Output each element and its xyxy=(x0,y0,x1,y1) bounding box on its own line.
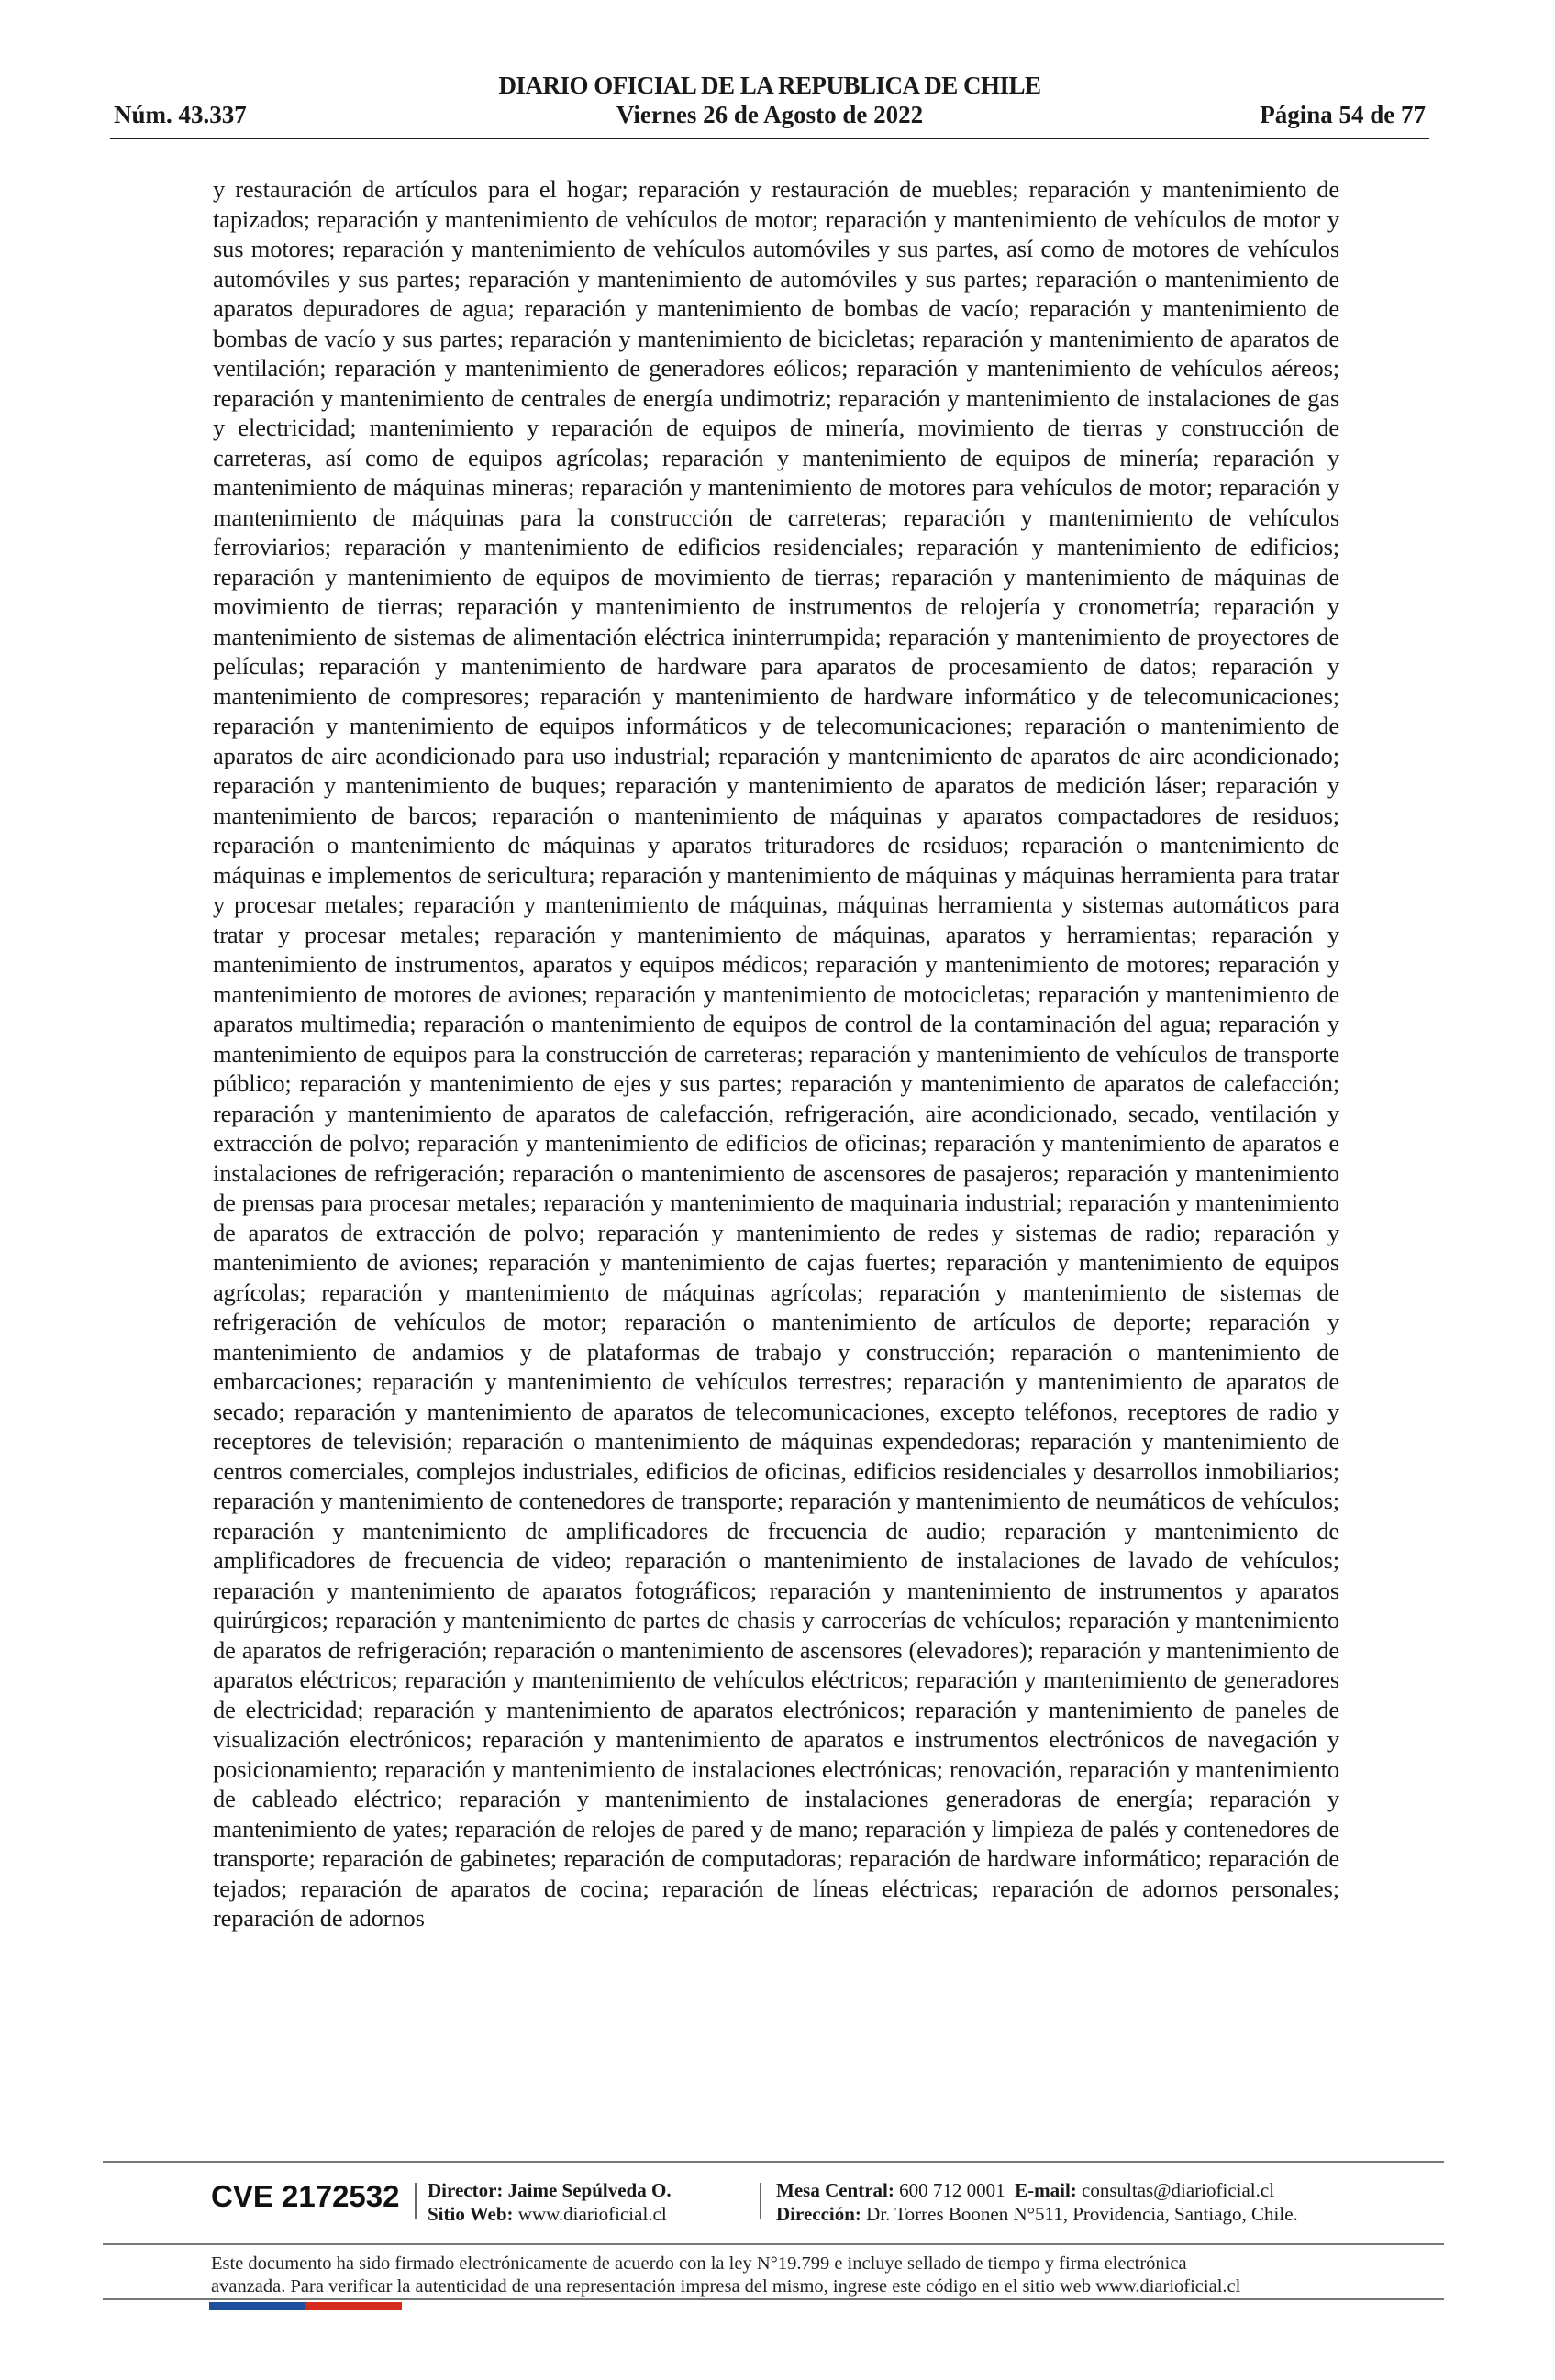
phone-label: Mesa Central: xyxy=(776,2179,894,2201)
legal-notice-line-2: avanzada. Para verificar la autenticidad de una representación impresa del mismo, ingrese este código en el sitio web www.diarioficial.cl xyxy=(211,2276,1241,2297)
address-value: Dr. Torres Boonen N°511, Providencia, Santiago, Chile. xyxy=(866,2203,1298,2225)
director-label: Director: xyxy=(428,2179,504,2201)
footer-divider-top xyxy=(103,2161,1444,2163)
director-line xyxy=(428,2178,672,2202)
legal-notice xyxy=(211,2253,1349,2298)
cve-code: CVE 2172532 xyxy=(211,2179,400,2213)
footer-separator-1 xyxy=(415,2183,417,2219)
footer-divider-mid xyxy=(103,2243,1444,2245)
page-header xyxy=(110,66,1429,139)
phone-value: 600 712 0001 xyxy=(899,2179,1005,2201)
website-link[interactable]: www.diarioficial.cl xyxy=(517,2203,667,2225)
issue-date: Viernes 26 de Agosto de 2022 xyxy=(616,101,924,128)
website-label: Sitio Web: xyxy=(428,2203,514,2225)
footer-separator-2 xyxy=(760,2183,761,2219)
flag-blue-segment xyxy=(209,2302,305,2310)
footer-contact-block xyxy=(776,2178,1298,2226)
contact-line xyxy=(776,2178,1298,2202)
email-link[interactable]: consultas@diarioficial.cl xyxy=(1082,2179,1275,2201)
legal-notice-line-1: Este documento ha sido firmado electrónicamente de acuerdo con la ley N°19.799 e incluye sellado de tiempo y firma electrónica xyxy=(211,2253,1187,2274)
page-indicator: Página 54 de 77 xyxy=(1260,101,1426,128)
body-paragraph: y restauración de artículos para el hogar; reparación y restauración de muebles; reparación y mantenimiento de tapizados; reparación y mantenimiento de vehículos de motor; reparación y mantenimiento de vehículos de motor y sus motores; reparación y mantenimiento de vehículos automóviles y sus partes, así como de motores de vehículos automóviles y sus partes; reparación y mantenimiento de automóviles y sus partes; reparación o mantenimiento de aparatos depuradores de agua; reparación y mantenimiento de bombas de vacío; reparación y mantenimiento de bombas de vacío y sus partes; reparación y mantenimiento de bicicletas; reparación y mantenimiento de aparatos de ventilación; reparación y mantenimiento de generadores eólicos; reparación y mantenimiento de vehículos aéreos; reparación y mantenimiento de centrales de energía undimotriz; reparación y mantenimiento de instalaciones de gas y electricidad; mantenimiento y reparación de equipos de minería, movimiento de tierras y construcción de carreteras, así como de equipos agrícolas; reparación y mantenimiento de equipos de minería; reparación y mantenimiento de máquinas mineras; reparación y mantenimiento de motores para vehículos de motor; reparación y mantenimiento de máquinas para la construcción de carreteras; reparación y mantenimiento de vehículos ferroviarios; reparación y mantenimiento de edificios residenciales; reparación y mantenimiento de edificios; reparación y mantenimiento de equipos de movimiento de tierras; reparación y mantenimiento de máquinas de movimiento de tierras; reparación y mantenimiento de instrumentos de relojería y cronometría; reparación y mantenimiento de sistemas de alimentación eléctrica ininterrumpida; reparación y mantenimiento de proyectores de películas; reparación y mantenimiento de hardware para aparatos de procesamiento de datos; reparación y mantenimiento de compresores; reparación y mantenimiento de hardware informático y de telecomunicaciones; reparación y mantenimiento de equipos informáticos y de telecomunicaciones; reparación o mantenimiento de aparatos de aire acondicionado para uso industrial; reparación y mantenimiento de aparatos de aire acondicionado; reparación y mantenimiento de buques; reparación y mantenimiento de aparatos de medición láser; reparación y mantenimiento de barcos; reparación o mantenimiento de máquinas y aparatos compactadores de residuos; reparación o mantenimiento de máquinas y aparatos trituradores de residuos; reparación o mantenimiento de máquinas e implementos de sericultura; reparación y mantenimiento de máquinas y máquinas herramienta para tratar y procesar metales; reparación y mantenimiento de máquinas, máquinas herramienta y sistemas automáticos para tratar y procesar metales; reparación y mantenimiento de máquinas, aparatos y herramientas; reparación y mantenimiento de instrumentos, aparatos y equipos médicos; reparación y mantenimiento de motores; reparación y mantenimiento de motores de aviones; reparación y mantenimiento de motocicletas; reparación y mantenimiento de aparatos multimedia; reparación o mantenimiento de equipos de control de la contaminación del agua; reparación y mantenimiento de equipos para la construcción de carreteras; reparación y mantenimiento de vehículos de transporte público; reparación y mantenimiento de ejes y sus partes; reparación y mantenimiento de aparatos de calefacción; reparación y mantenimiento de aparatos de calefacción, refrigeración, aire acondicionado, secado, ventilación y extracción de polvo; reparación y mantenimiento de edificios de oficinas; reparación y mantenimiento de aparatos e instalaciones de refrigeración; reparación o mantenimiento de ascensores de pasajeros; reparación y mantenimiento de prensas para procesar metales; reparación y mantenimiento de maquinaria industrial; reparación y mantenimiento de aparatos de extracción de polvo; reparación y mantenimiento de redes y sistemas de radio; reparación y mantenimiento de aviones; reparación y mantenimiento de cajas fuertes; reparación y mantenimiento de equipos agrícolas; reparación y mantenimiento de máquinas agrícolas; reparación y mantenimiento de sistemas de refrigeración de vehículos de motor; reparación o mantenimiento de artículos de deporte; reparación y mantenimiento de andamios y de plataformas de trabajo y construcción; reparación o mantenimiento de embarcaciones; reparación y mantenimiento de vehículos terrestres; reparación y mantenimiento de aparatos de secado; reparación y mantenimiento de aparatos de telecomunicaciones, excepto teléfonos, receptores de radio y receptores de televisión; reparación o mantenimiento de máquinas expendedoras; reparación y mantenimiento de centros comerciales, complejos industriales, edificios de oficinas, edificios residenciales y desarrollos inmobiliarios; reparación y mantenimiento de contenedores de transporte; reparación y mantenimiento de neumáticos de vehículos; reparación y mantenimiento de amplificadores de frecuencia de audio; reparación y mantenimiento de amplificadores de frecuencia de video; reparación o mantenimiento de instalaciones de lavado de vehículos; reparación y mantenimiento de aparatos fotográficos; reparación y mantenimiento de instrumentos y aparatos quirúrgicos; reparación y mantenimiento de partes de chasis y carrocerías de vehículos; reparación y mantenimiento de aparatos de refrigeración; reparación o mantenimiento de ascensores (elevadores); reparación y mantenimiento de aparatos eléctricos; reparación y mantenimiento de vehículos eléctricos; reparación y mantenimiento de generadores de electricidad; reparación y mantenimiento de aparatos electrónicos; reparación y mantenimiento de paneles de visualización electrónicos; reparación y mantenimiento de aparatos e instrumentos electrónicos de navegación y posicionamiento; reparación y mantenimiento de instalaciones electrónicas; renovación, reparación y mantenimiento de cableado eléctrico; reparación y mantenimiento de instalaciones generadoras de energía; reparación y mantenimiento de yates; reparación de relojes de pared y de mano; reparación y limpieza de palés y contenedores de transporte; reparación de gabinetes; reparación de computadoras; reparación de hardware informático; reparación de tejados; reparación de aparatos de cocina; reparación de líneas eléctricas; reparación de adornos personales; reparación de adornos xyxy=(213,175,1339,1932)
flag-red-segment xyxy=(305,2302,402,2310)
flag-color-bar xyxy=(209,2302,402,2310)
director-value: Jaime Sepúlveda O. xyxy=(507,2179,672,2201)
address-line xyxy=(776,2202,1298,2226)
issue-number: Núm. 43.337 xyxy=(114,101,247,128)
email-label: E-mail: xyxy=(1015,2179,1077,2201)
website-line xyxy=(428,2202,672,2226)
footer-director-block xyxy=(428,2178,672,2226)
address-label: Dirección: xyxy=(776,2203,861,2225)
footer-divider-bottom xyxy=(103,2298,1444,2300)
publication-title: DIARIO OFICIAL DE LA REPUBLICA DE CHILE xyxy=(498,72,1041,99)
